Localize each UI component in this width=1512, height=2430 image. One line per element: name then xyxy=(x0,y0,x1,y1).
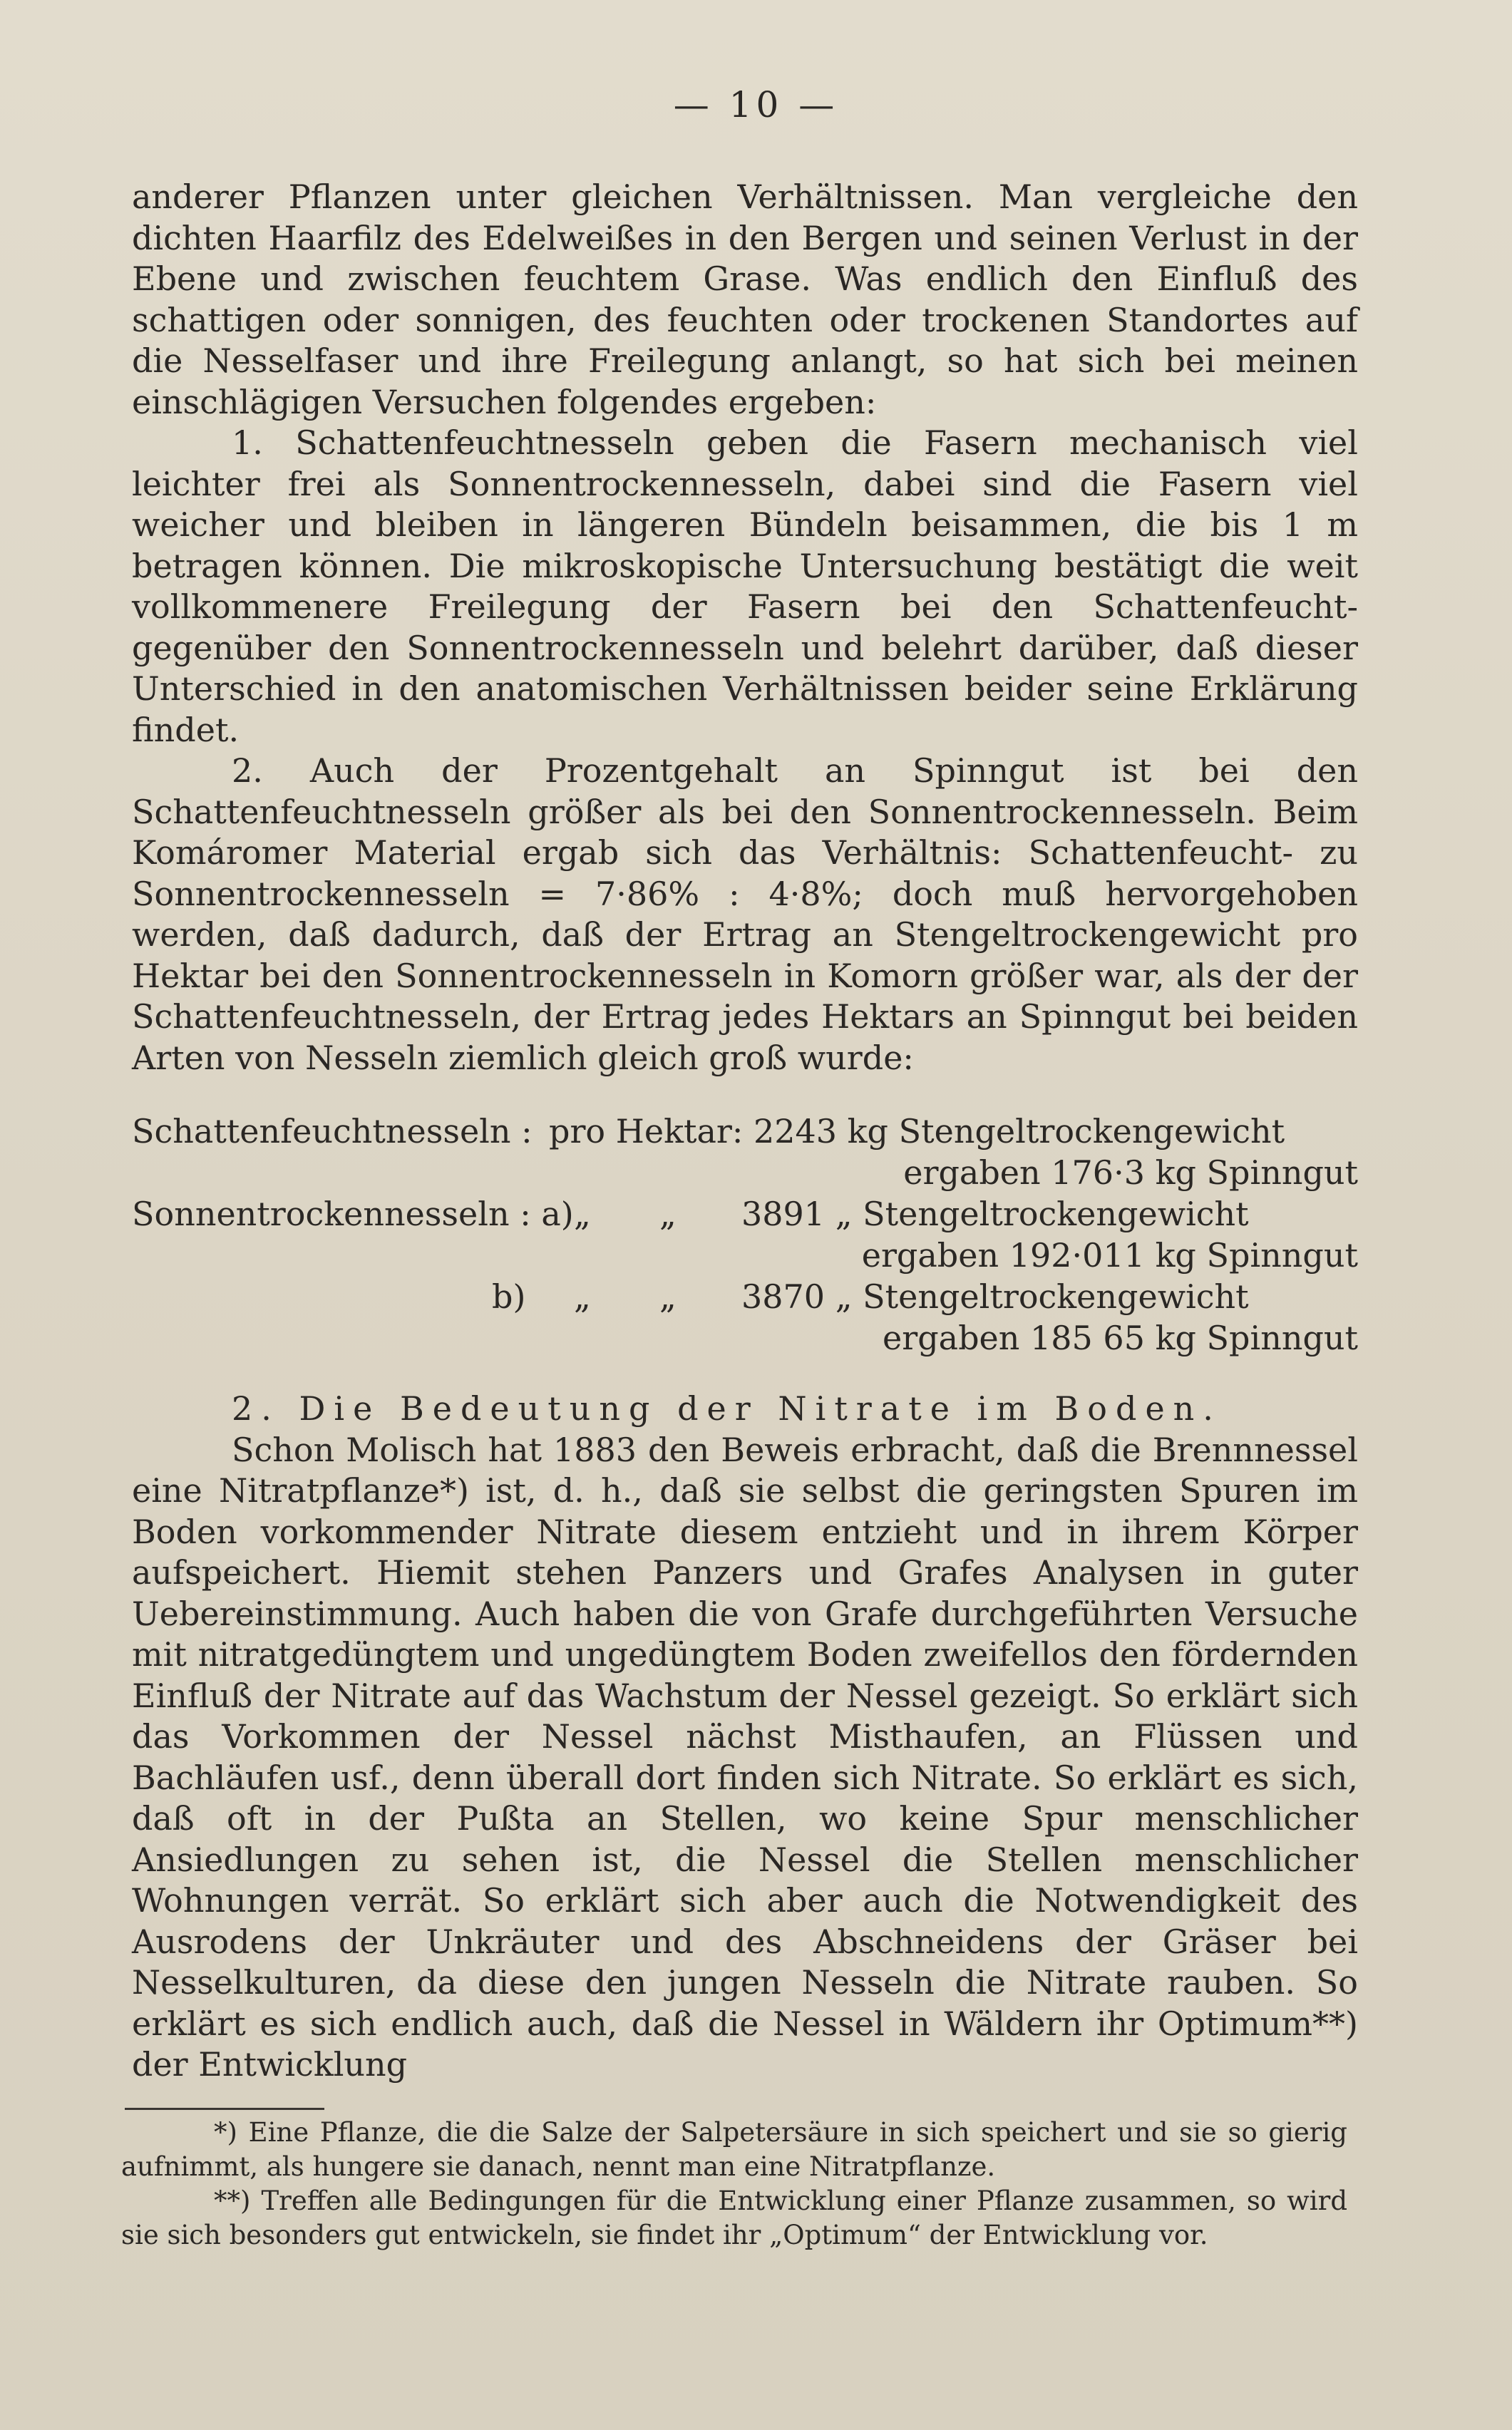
row-label: Sonnentrockennesseln : a) xyxy=(132,1195,574,1233)
table-row xyxy=(132,1319,1358,1360)
table-row xyxy=(132,1195,1358,1236)
page-number: — 10 — xyxy=(673,84,839,125)
footnote-2: **) Treffen alle Bedingungen für die Entwicklung einer Pflanze zusammen, so wird sie sich besonders gut entwickeln, sie findet ihr „Optimum“ der Entwicklung vor. xyxy=(121,2186,1347,2250)
paragraph-intro: anderer Pflanzen unter gleichen Verhältnissen. Man vergleiche den dichten Haarfilz des Edelweißes in den Bergen und seinen Verlust in der Ebene und zwischen feuchtem Grase. Was endlich den Einfluß des schattigen oder sonnigen, des feuchten oder trockenen Standortes auf die Nesselfaser und ihre Freilegung anlangt, so hat sich bei meinen einschlägigen Versuchen folgendes ergeben: xyxy=(132,177,1358,421)
row-result: ergaben 185 65 kg Spinngut xyxy=(883,1319,1358,1357)
row-label: b) xyxy=(492,1277,526,1316)
ditto-mark: „ xyxy=(659,1195,677,1233)
ditto-mark: „ xyxy=(574,1277,591,1316)
table-row xyxy=(132,1112,1358,1153)
paragraph-point-1: 1. Schattenfeuchtnesseln geben die Fasern mechanisch viel leichter frei als Sonnentrockennesseln, dabei sind die Fasern viel weicher und bleiben in längeren Bündeln beisammen, die bis 1 m betragen können. Die mikroskopische Untersuchung bestätigt die weit vollkommenere Freilegung der Fasern bei den Schattenfeucht- gegenüber den Sonnentrockennesseln und belehrt darüber, daß dieser Unterschied in den anatomischen Verhältnissen beider seine Erklärung findet. xyxy=(132,423,1358,749)
table-row xyxy=(132,1277,1358,1319)
paragraph-nitrates: Schon Molisch hat 1883 den Beweis erbracht, daß die Brennnessel eine Nitratpflanze*) ist, d. h., daß sie selbst die geringsten Spuren im Boden vorkommender Nitrate diesem entzieht und in ihrem Körper aufspeichert. Hiemit stehen Panzers und Grafes Analysen in guter Uebereinstimmung. Auch haben die von Grafe durchgeführten Versuche mit nitratgedüngtem und ungedüngtem Boden zweifellos den fördernden Einfluß der Nitrate auf das Wachstum der Nessel gezeigt. So erklärt sich das Vorkommen der Nessel nächst Misthaufen, an Flüssen und Bachläufen usf., denn überall dort finden sich Nitrate. So erklärt es sich, daß oft in der Pußta an Stellen, wo keine Spur menschlicher Ansiedlungen zu sehen ist, die Nessel die Stellen menschlicher Wohnungen verrät. So erklärt sich aber auch die Notwendigkeit des Ausrodens der Unkräuter und des Abschneidens der Gräser bei Nesselkulturen, da diese den jungen Nesseln die Nitrate rauben. So erklärt es sich endlich auch, daß die Nessel in Wäldern ihr Optimum**) der Entwicklung xyxy=(132,1430,1358,2084)
body-text-bottom xyxy=(132,1389,1358,2086)
row-value: 3870 „ Stengeltrockengewicht xyxy=(741,1277,1249,1316)
row-label: Schattenfeuchtnesseln : xyxy=(132,1112,533,1150)
section-heading: 2. Die Bedeutung der Nitrate im Boden. xyxy=(232,1389,1222,1428)
footnotes xyxy=(121,2116,1347,2253)
footnote-1: *) Eine Pflanze, die die Salze der Salpetersäure in sich speichert und sie so gierig aufnimmt, als hungere sie danach, nennt man eine Nitratpflanze. xyxy=(121,2117,1347,2182)
body-text-top xyxy=(132,177,1358,1078)
footnote-divider xyxy=(125,2108,324,2110)
row-result: ergaben 192·011 kg Spinngut xyxy=(861,1236,1358,1275)
paragraph-point-2: 2. Auch der Prozentgehalt an Spinngut ist bei den Schattenfeuchtnesseln größer als bei den Sonnentrockennesseln. Beim Komáromer Material ergab sich das Verhältnis: Schattenfeucht- zu Sonnentrockennesseln = 7·86% : 4·8%; doch muß hervorgehoben werden, daß dadurch, daß der Ertrag an Stengeltrockengewicht pro Hektar bei den Sonnentrockennesseln in Komorn größer war, als der der Schattenfeuchtnesseln, der Ertrag jedes Hektars an Spinngut bei beiden Arten von Nesseln ziemlich gleich groß wurde: xyxy=(132,751,1358,1077)
ditto-mark: „ xyxy=(659,1277,677,1316)
row-value: pro Hektar: 2243 kg Stengeltrockengewicht xyxy=(549,1112,1285,1150)
row-value: 3891 „ Stengeltrockengewicht xyxy=(741,1195,1249,1233)
table-row xyxy=(132,1153,1358,1195)
table-row xyxy=(132,1236,1358,1277)
ditto-mark: „ xyxy=(574,1195,591,1233)
row-result: ergaben 176·3 kg Spinngut xyxy=(903,1153,1358,1192)
